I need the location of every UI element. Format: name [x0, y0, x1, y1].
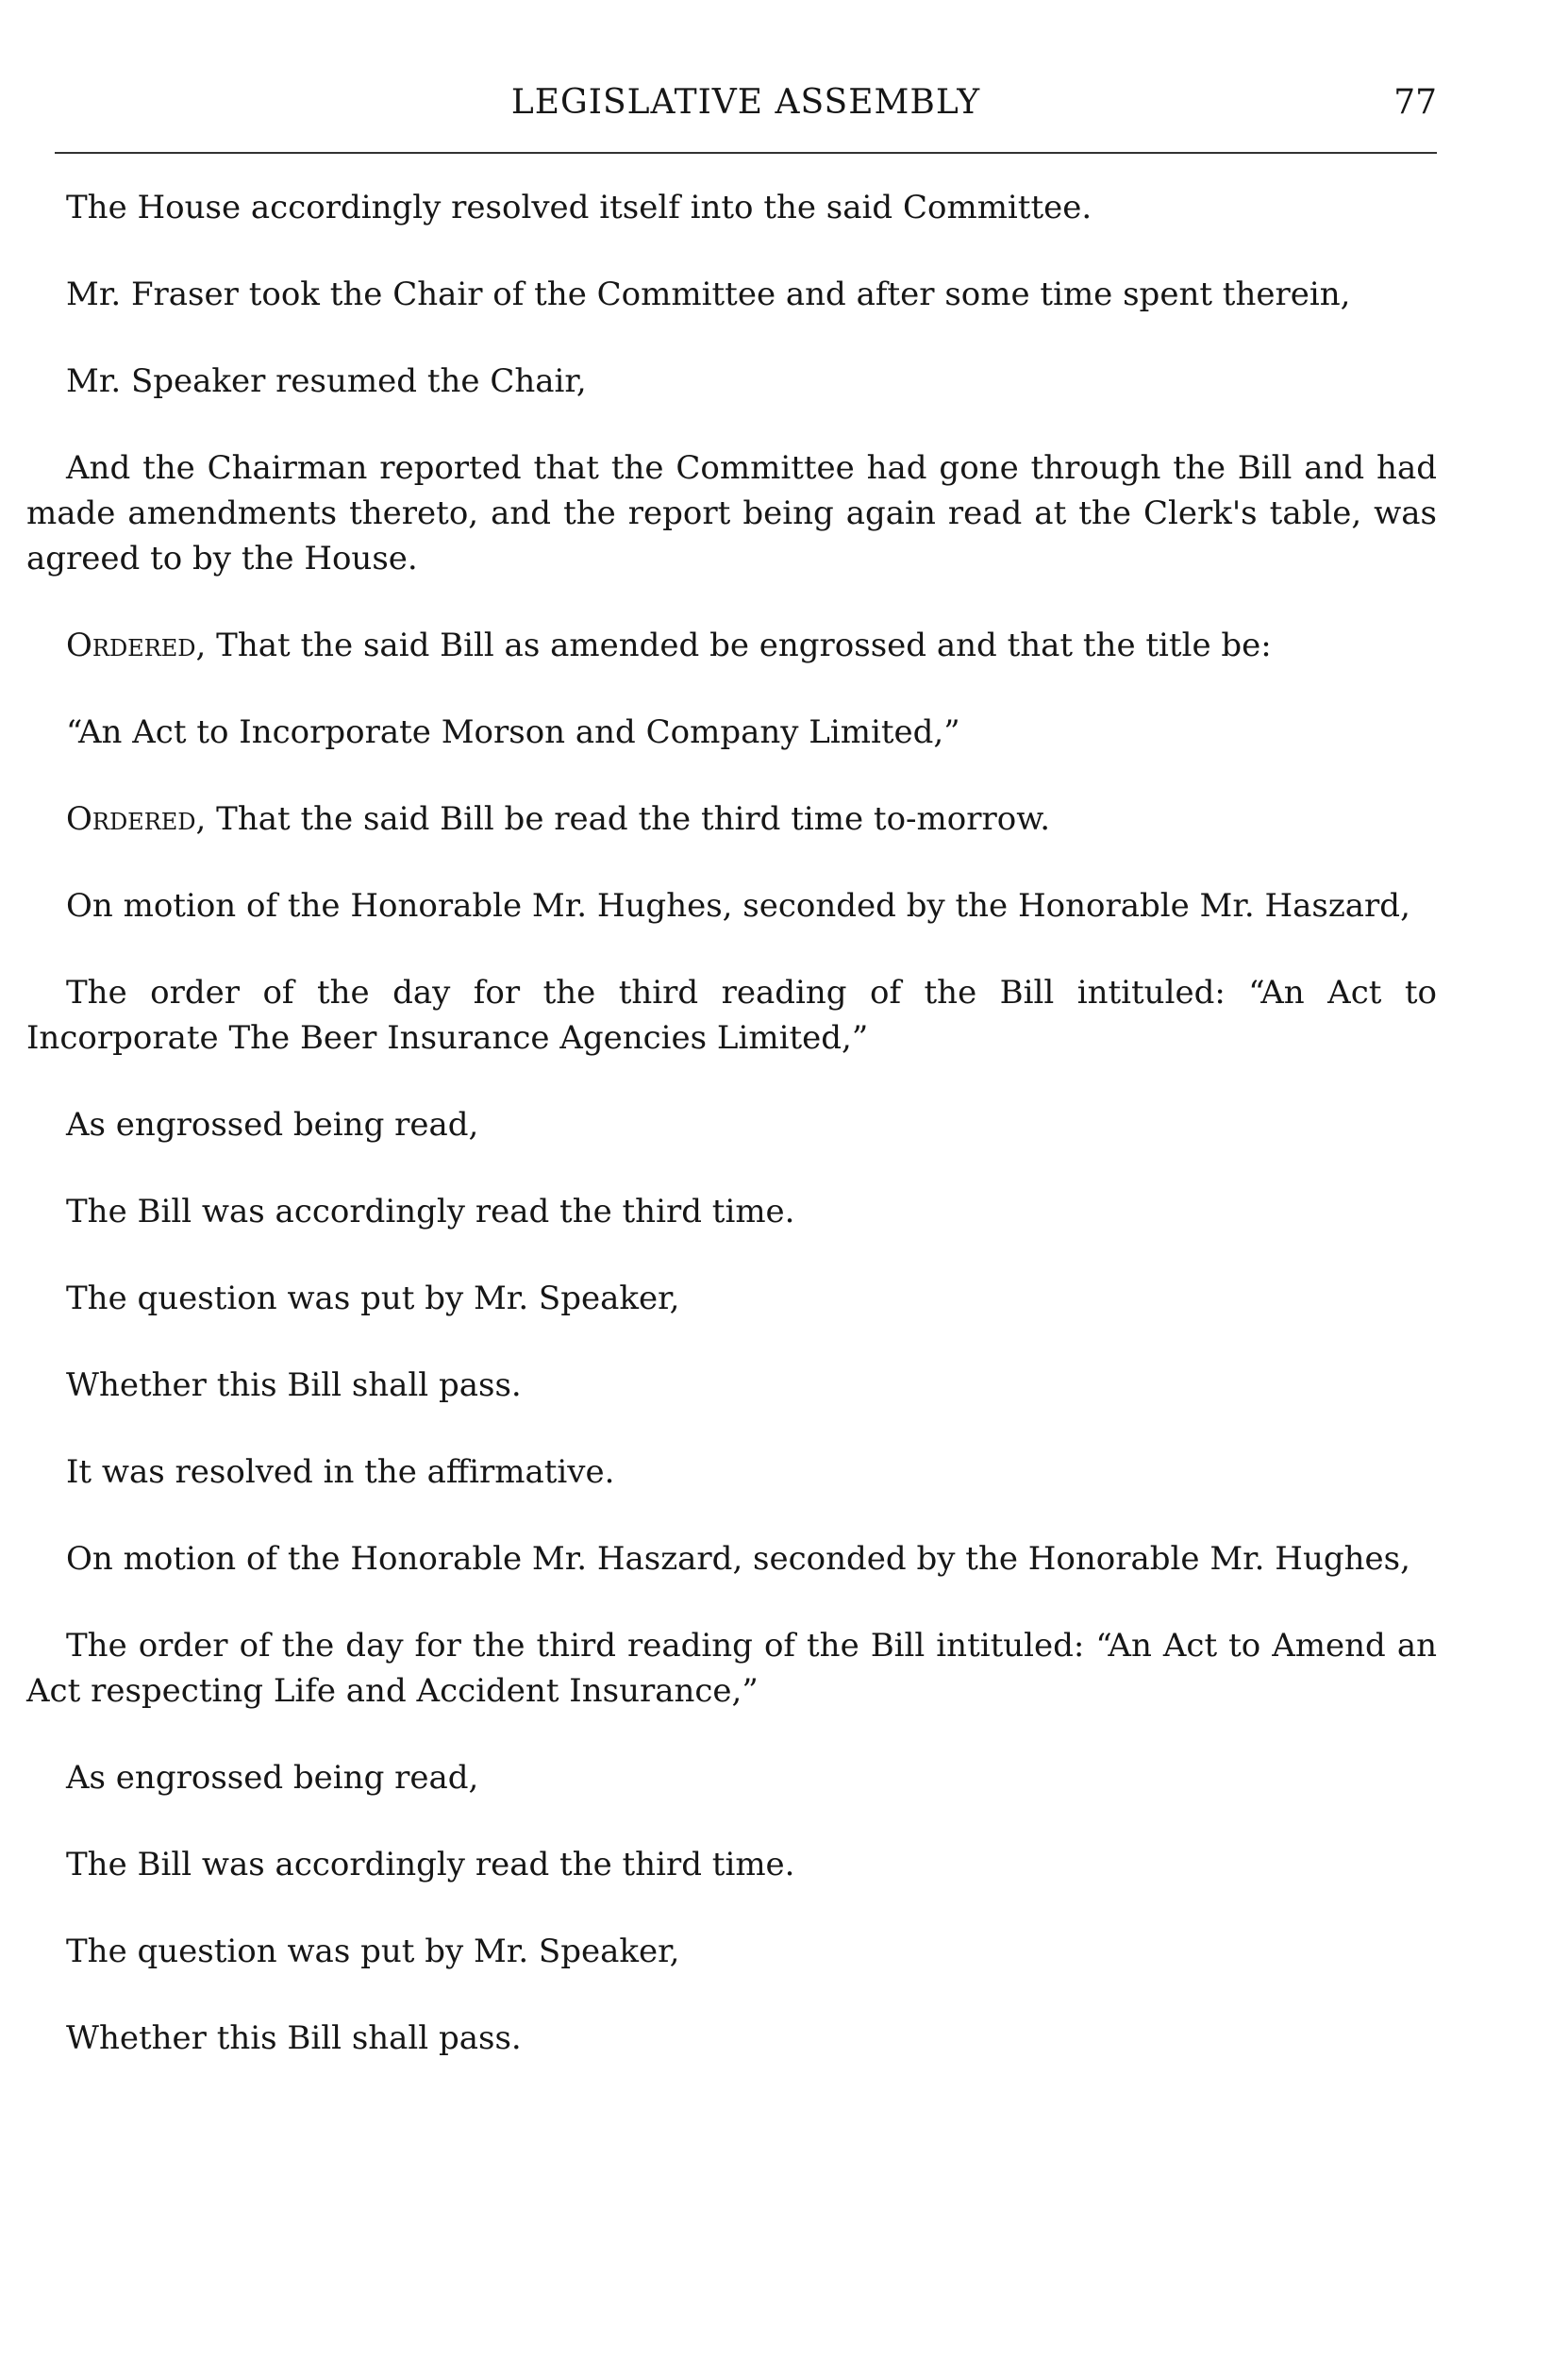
paragraph: “An Act to Incorporate Morson and Company Limited,”	[66, 713, 960, 751]
paragraph: Whether this Bill shall pass.	[66, 2019, 522, 2057]
paragraph: The House accordingly resolved itself into the said Committee.	[66, 189, 1093, 226]
paragraph: And the Chairman reported that the Committee had gone through the Bill and had made amendments thereto, and the report being again read at the Clerk's table, was agreed to by the House.	[26, 449, 1437, 577]
paragraph: As engrossed being read,	[66, 1106, 479, 1144]
paragraph: On motion of the Honorable Mr. Hughes, seconded by the Honorable Mr. Haszard,	[66, 887, 1410, 925]
paragraph: The question was put by Mr. Speaker,	[66, 1933, 680, 1970]
page-header	[55, 83, 1437, 130]
paragraph: Ordered, That the said Bill be read the third time to-morrow.	[66, 800, 1051, 838]
paragraph: The order of the day for the third reading of the Bill intituled: “An Act to Incorporate The Beer Insurance Agencies Limited,”	[26, 974, 1437, 1057]
document-body	[26, 185, 1437, 2102]
paragraph: The Bill was accordingly read the third time.	[66, 1193, 795, 1230]
paragraph: Ordered, That the said Bill as amended be engrossed and that the title be:	[66, 627, 1272, 664]
paragraph-lead: Ordered,	[66, 800, 207, 838]
paragraph: As engrossed being read,	[66, 1759, 479, 1797]
paragraph: The order of the day for the third reading of the Bill intituled: “An Act to Amend an Act respecting Life and Accident Insurance,”	[26, 1627, 1437, 1710]
paragraph: The Bill was accordingly read the third time.	[66, 1846, 795, 1883]
paragraph: It was resolved in the affirmative.	[66, 1453, 615, 1491]
running-title: LEGISLATIVE ASSEMBLY	[510, 83, 981, 122]
paragraph: Mr. Speaker resumed the Chair,	[66, 362, 587, 400]
paragraph: On motion of the Honorable Mr. Haszard, seconded by the Honorable Mr. Hughes,	[66, 1540, 1410, 1578]
paragraph-lead: Ordered,	[66, 627, 207, 664]
paragraph: Mr. Fraser took the Chair of the Committee and after some time spent therein,	[66, 276, 1351, 313]
header-rule	[55, 152, 1437, 154]
paragraph: The question was put by Mr. Speaker,	[66, 1280, 680, 1317]
paragraph: Whether this Bill shall pass.	[66, 1366, 522, 1404]
page-number: 77	[1393, 83, 1437, 122]
